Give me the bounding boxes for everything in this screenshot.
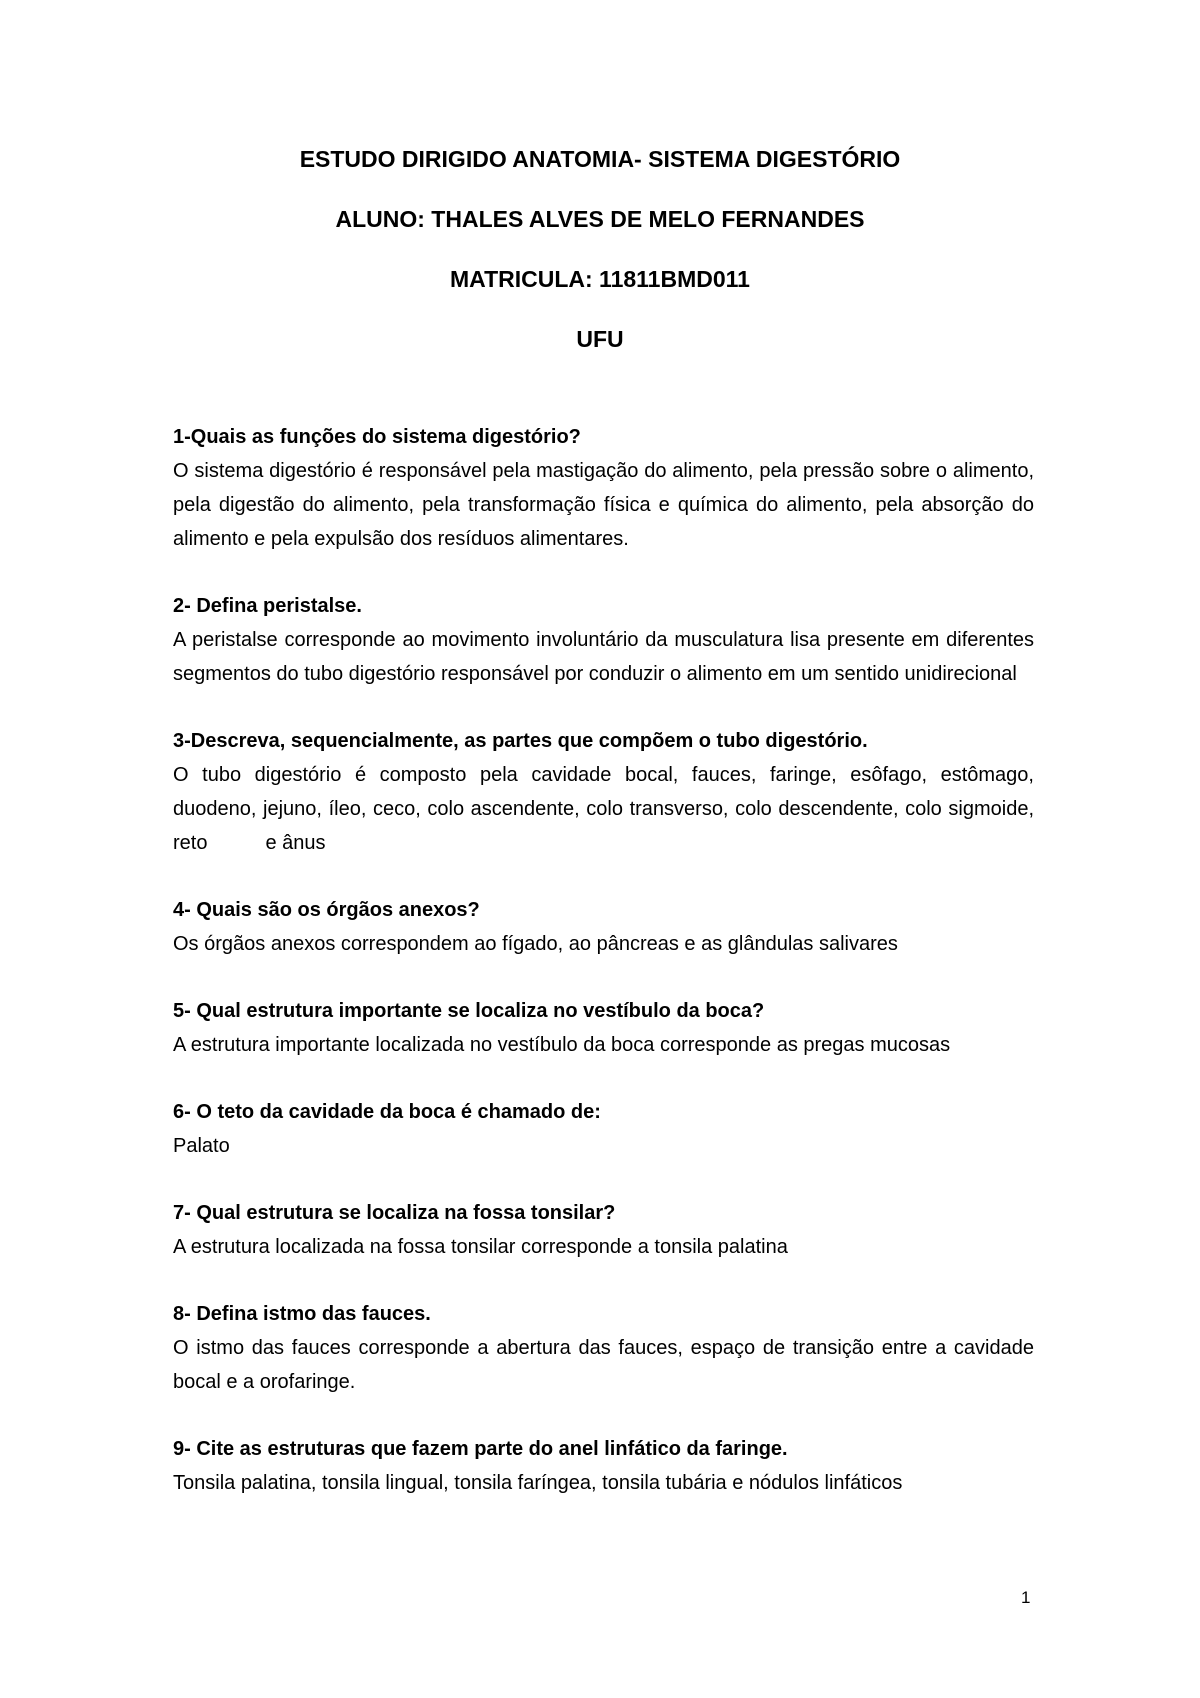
answer-text: Palato bbox=[173, 1135, 230, 1157]
answer-tail: e ânus bbox=[265, 832, 326, 854]
question-text: 1-Quais as funções do sistema digestório? bbox=[173, 426, 581, 448]
questions-list bbox=[173, 420, 1034, 1533]
question-text: 6- O teto da cavidade da boca é chamado de: bbox=[173, 1101, 601, 1123]
question-text: 9- Cite as estruturas que fazem parte do anel linfático da faringe. bbox=[173, 1438, 788, 1460]
question-block-6 bbox=[173, 1095, 1034, 1163]
answer-text: O sistema digestório é responsável pela mastigação do alimento, pela pressão sobre o alimento, pela digestão do alimento, pela transformação física e química do alimento, pela absorção do alimento e pela expulsão dos resíduos alimentares. bbox=[173, 460, 1034, 550]
question-text: 7- Qual estrutura se localiza na fossa tonsilar? bbox=[173, 1202, 616, 1224]
question-block-5 bbox=[173, 994, 1034, 1062]
question-block-8 bbox=[173, 1297, 1034, 1399]
institution-name: UFU bbox=[576, 326, 624, 352]
question-text: 5- Qual estrutura importante se localiza no vestíbulo da boca? bbox=[173, 1000, 765, 1022]
question-text: 4- Quais são os órgãos anexos? bbox=[173, 899, 480, 921]
question-block-2 bbox=[173, 589, 1034, 691]
registration-number: MATRICULA: 11811BMD011 bbox=[450, 266, 750, 292]
question-block-1 bbox=[173, 420, 1034, 556]
answer-text: A estrutura localizada na fossa tonsilar corresponde a tonsila palatina bbox=[173, 1236, 788, 1258]
student-name: ALUNO: THALES ALVES DE MELO FERNANDES bbox=[335, 206, 865, 232]
document-header bbox=[0, 145, 1200, 385]
question-text: 2- Defina peristalse. bbox=[173, 595, 362, 617]
page-number: 1 bbox=[1021, 1588, 1031, 1607]
answer-text: Tonsila palatina, tonsila lingual, tonsila faríngea, tonsila tubária e nódulos linfáticos bbox=[173, 1472, 903, 1494]
answer-text: Os órgãos anexos correspondem ao fígado, ao pâncreas e as glândulas salivares bbox=[173, 933, 898, 955]
question-block-4 bbox=[173, 893, 1034, 961]
answer-text: A peristalse corresponde ao movimento involuntário da musculatura lisa presente em diferentes segmentos do tubo digestório responsável por conduzir o alimento em um sentido unidirecional bbox=[173, 629, 1034, 685]
answer-text bbox=[173, 758, 1034, 860]
question-block-9 bbox=[173, 1432, 1034, 1500]
answer-text: O istmo das fauces corresponde a abertura das fauces, espaço de transição entre a cavidade bocal e a orofaringe. bbox=[173, 1337, 1034, 1393]
answer-main: O tubo digestório é composto pela cavidade bocal, fauces, faringe, esôfago, estômago, duodeno, jejuno, íleo, ceco, colo ascendente, colo transverso, colo descendente, colo sigmoide, reto bbox=[173, 764, 1034, 854]
question-block-3 bbox=[173, 724, 1034, 860]
question-text: 3-Descreva, sequencialmente, as partes que compõem o tubo digestório. bbox=[173, 730, 868, 752]
document-title: ESTUDO DIRIGIDO ANATOMIA- SISTEMA DIGESTÓRIO bbox=[299, 146, 901, 172]
question-text: 8- Defina istmo das fauces. bbox=[173, 1303, 431, 1325]
question-block-7 bbox=[173, 1196, 1034, 1264]
answer-text: A estrutura importante localizada no vestíbulo da boca corresponde as pregas mucosas bbox=[173, 1034, 951, 1056]
